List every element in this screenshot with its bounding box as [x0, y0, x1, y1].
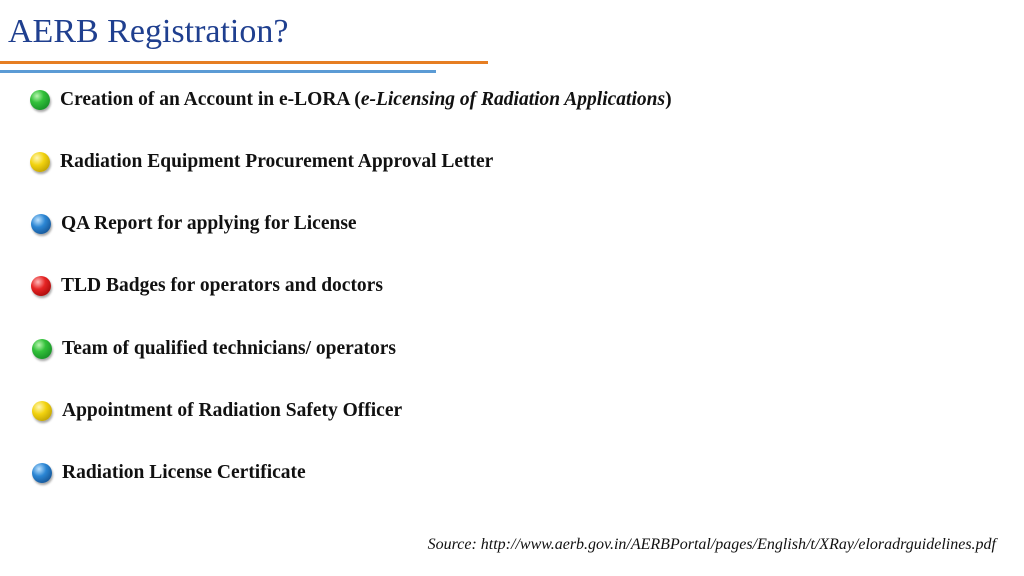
- yellow-bullet-icon: [32, 401, 52, 421]
- bullet-text: QA Report for applying for License: [61, 213, 357, 234]
- red-bullet-icon: [31, 276, 51, 296]
- green-bullet-icon: [32, 339, 52, 359]
- blue-bullet-icon: [31, 214, 51, 234]
- source-citation: Source: http://www.aerb.gov.in/AERBPortal/pages/English/t/XRay/eloradrguidelines.pdf: [427, 536, 996, 553]
- bullet-item: [30, 150, 493, 174]
- bullet-item: [32, 399, 402, 423]
- green-bullet-icon: [30, 90, 50, 110]
- bullet-item: [32, 461, 306, 485]
- bullet-text: Team of qualified technicians/ operators: [62, 338, 397, 359]
- slide-title: AERB Registration?: [8, 13, 289, 50]
- bullet-item: [31, 274, 383, 298]
- bullet-text: Appointment of Radiation Safety Officer: [62, 400, 403, 421]
- bullet-item: [31, 212, 357, 236]
- yellow-bullet-icon: [30, 152, 50, 172]
- blue-bullet-icon: [32, 463, 52, 483]
- bullet-item: [32, 337, 396, 361]
- bullet-text: Creation of an Account in e-LORA (e-Licensing of Radiation Applications): [60, 89, 672, 110]
- bullet-text: Radiation License Certificate: [62, 462, 306, 483]
- bullet-text: TLD Badges for operators and doctors: [61, 275, 383, 296]
- bullet-item: [30, 88, 672, 112]
- bullet-text: Radiation Equipment Procurement Approval Letter: [60, 151, 494, 172]
